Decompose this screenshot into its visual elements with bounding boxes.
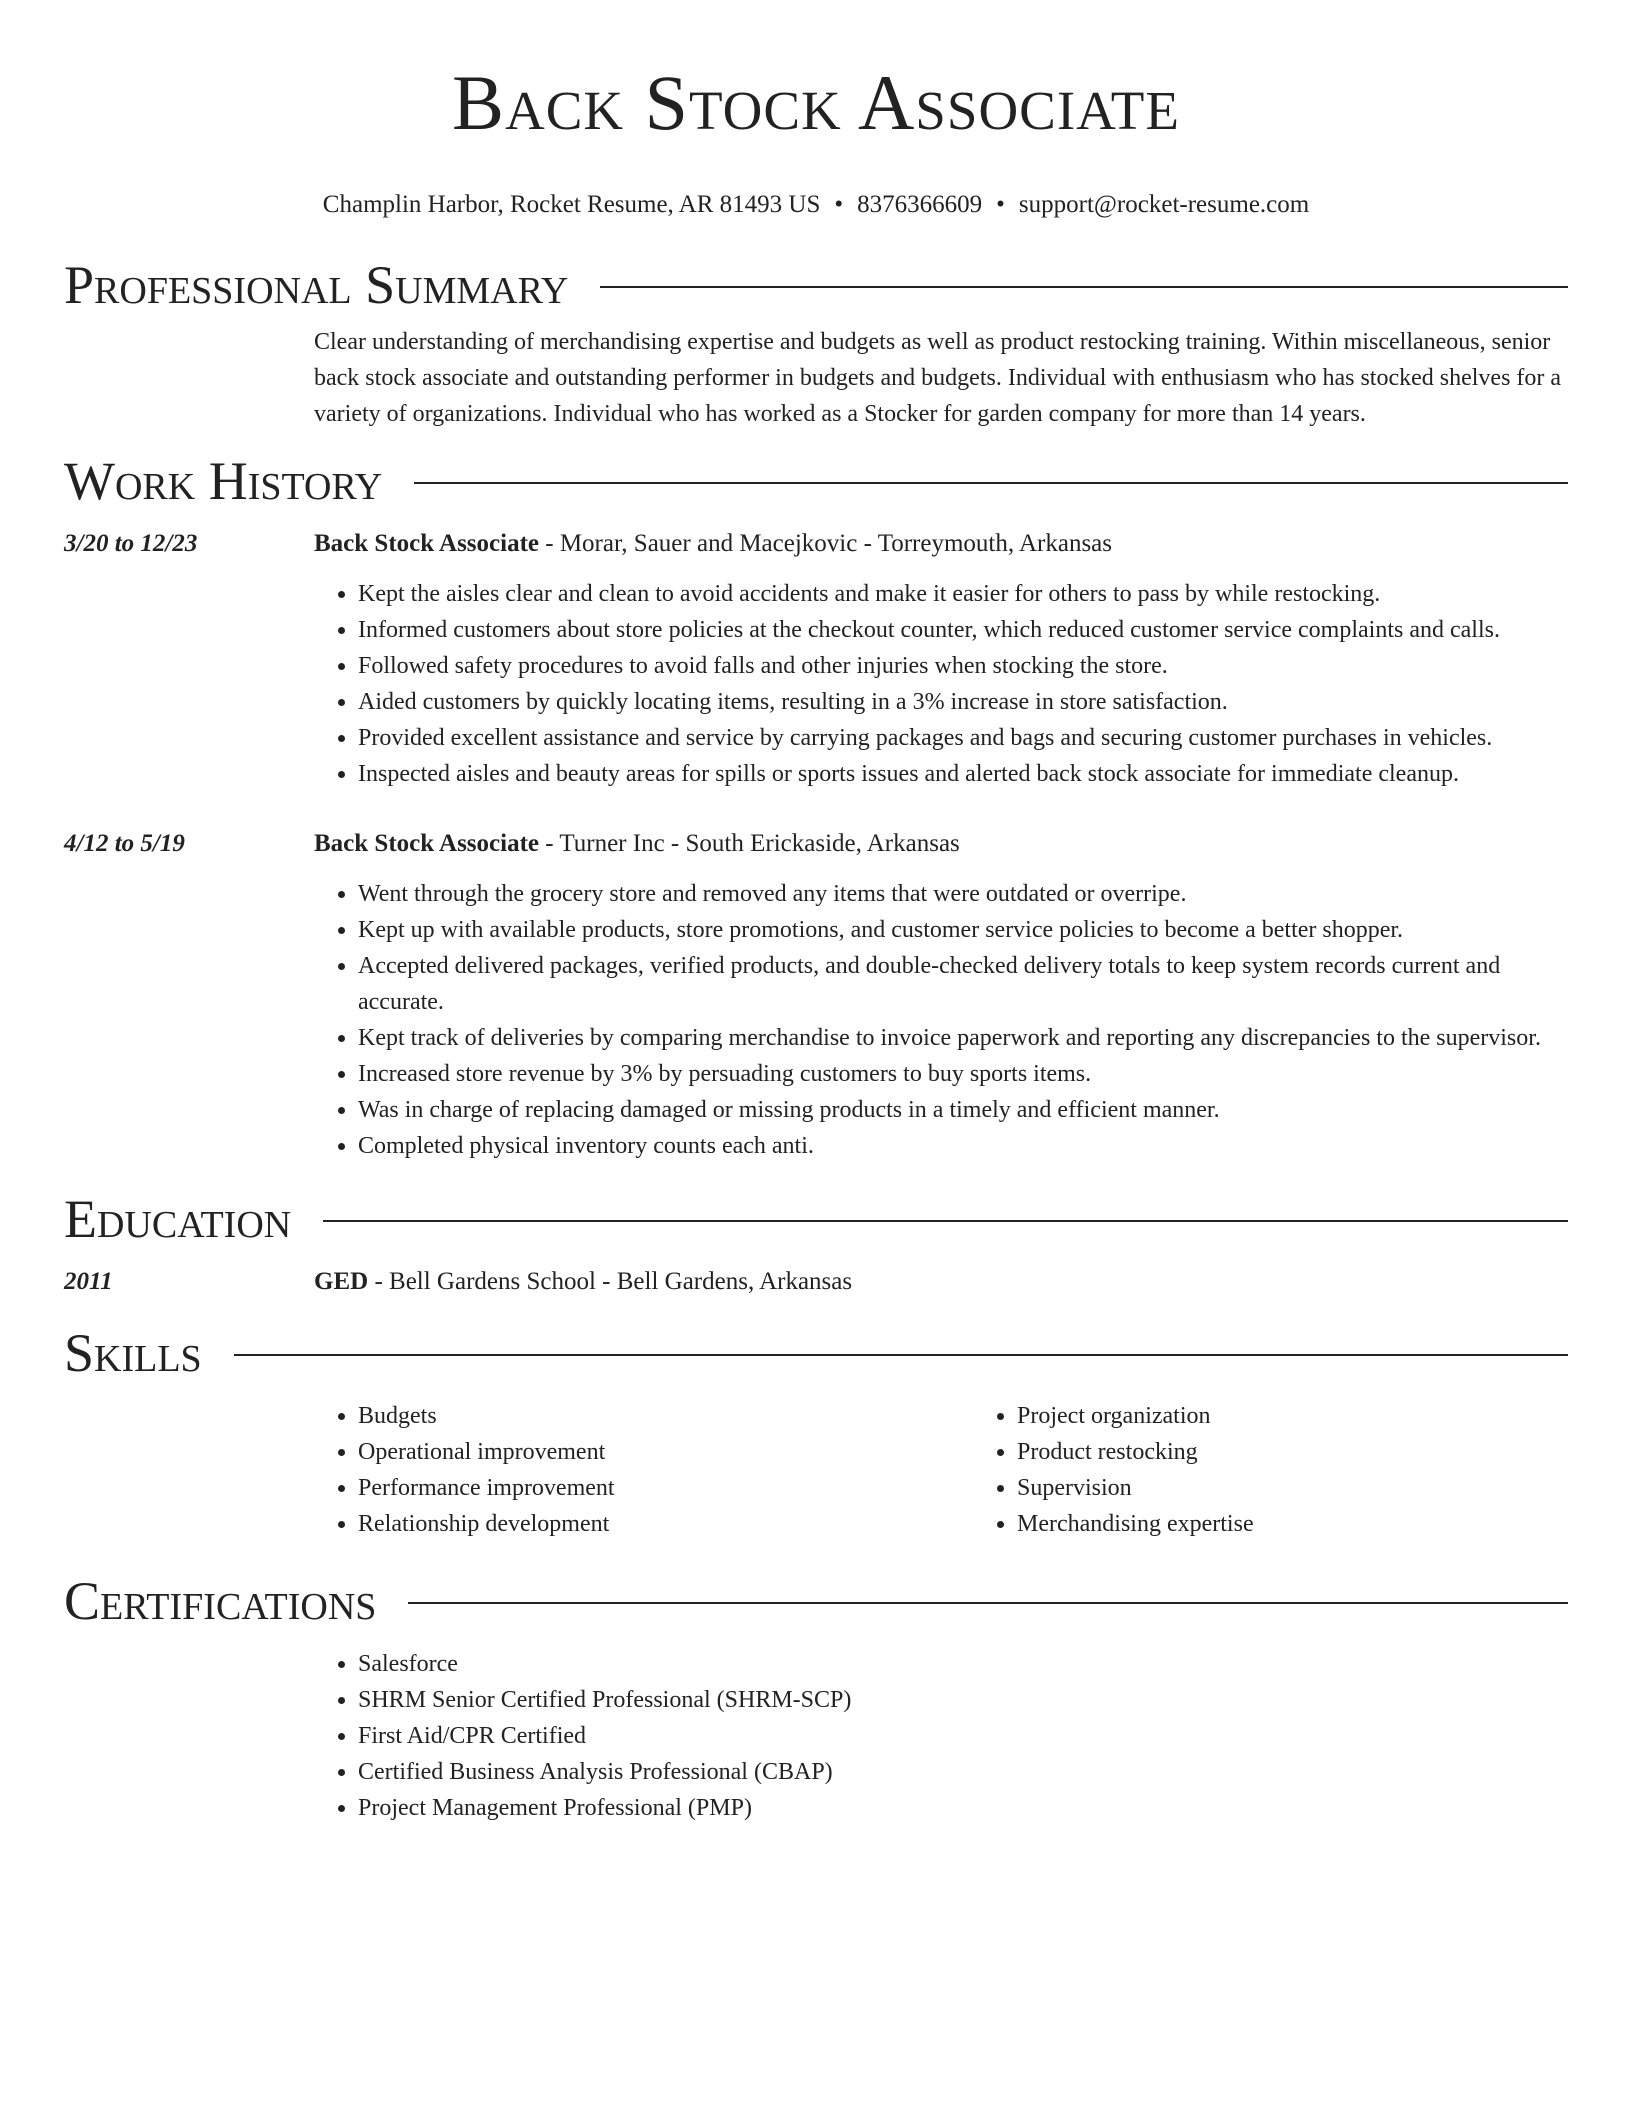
- candidate-name: Back Stock Associate: [452, 59, 1180, 146]
- certification-item: • Certified Business Analysis Professional (CBAP): [358, 1754, 1568, 1790]
- section-divider: [600, 286, 1568, 288]
- summary-row: [64, 324, 1568, 432]
- education-heading: Education: [64, 1189, 292, 1249]
- job-bullet: • Informed customers about store policies at the checkout counter, which reduced customer service complaints and calls.: [358, 612, 1568, 648]
- job-bullet: • Kept up with available products, store promotions, and customer service policies to become a better shopper.: [358, 912, 1568, 948]
- summary-spacer: [64, 324, 314, 432]
- certification-item: • SHRM Senior Certified Professional (SHRM-SCP): [358, 1682, 1568, 1718]
- skill-item: • Merchandising expertise: [1017, 1506, 1632, 1542]
- job-bullet: • Increased store revenue by 3% by persuading customers to buy sports items.: [358, 1056, 1568, 1092]
- summary-heading: Professional Summary: [64, 255, 569, 315]
- job-title-line: [314, 826, 1568, 862]
- job-bullets: [314, 876, 1568, 1164]
- section-divider: [234, 1354, 1568, 1356]
- education-body: [314, 1264, 1568, 1300]
- skill-item: • Project organization: [1017, 1398, 1632, 1434]
- skill-item: • Relationship development: [358, 1506, 973, 1542]
- job-dates: 4/12 to 5/19: [64, 830, 185, 857]
- work-heading: Work History: [64, 451, 383, 511]
- summary-text: Clear understanding of merchandising expertise and budgets as well as product restocking training. Within miscellaneous, senior back stock associate and outstanding performer in budgets and budgets. Individual with enthusiasm who has stocked shelves for a variety of organizations. Individual who has worked as a Stocker for garden company for more than 14 years.: [314, 329, 1562, 427]
- job-bullet: • Kept the aisles clear and clean to avoid accidents and make it easier for others to pass by while restocking.: [358, 576, 1568, 612]
- certifications-row: [64, 1646, 1568, 1826]
- job-entry: [64, 526, 1568, 792]
- education-entry: [64, 1264, 1568, 1300]
- job-title-line: [314, 526, 1568, 562]
- skill-item: • Budgets: [358, 1398, 973, 1434]
- contact-separator: •: [996, 191, 1005, 218]
- contact-phone: 8376366609: [857, 191, 983, 218]
- certification-item: • Salesforce: [358, 1646, 1568, 1682]
- job-bullet: • Provided excellent assistance and service by carrying packages and bags and securing customer purchases in vehicles.: [358, 720, 1568, 756]
- certification-item: • Project Management Professional (PMP): [358, 1790, 1568, 1826]
- education-school: - Bell Gardens School - Bell Gardens, Arkansas: [368, 1268, 853, 1295]
- skill-item: • Performance improvement: [358, 1470, 973, 1506]
- job-bullet: • Aided customers by quickly locating items, resulting in a 3% increase in store satisfaction.: [358, 684, 1568, 720]
- job-bullet: • Completed physical inventory counts each anti.: [358, 1128, 1568, 1164]
- job-bullets: [314, 576, 1568, 792]
- job-bullet: • Went through the grocery store and removed any items that were outdated or overripe.: [358, 876, 1568, 912]
- section-divider: [408, 1602, 1568, 1604]
- section-divider: [414, 482, 1568, 484]
- job-bullet: • Followed safety procedures to avoid falls and other injuries when stocking the store.: [358, 648, 1568, 684]
- job-employer: - Turner Inc - South Erickaside, Arkansas: [539, 830, 960, 857]
- skills-spacer: [64, 1398, 314, 1542]
- summary-section-header: [64, 252, 1568, 318]
- skills-section-header: [64, 1320, 1568, 1386]
- contact-separator: •: [834, 191, 844, 218]
- job-employer: - Morar, Sauer and Macejkovic - Torreymouth, Arkansas: [539, 530, 1113, 557]
- skills-list-left: [314, 1398, 973, 1542]
- contact-email: support@rocket-resume.com: [1018, 191, 1310, 218]
- job-bullet: • Was in charge of replacing damaged or missing products in a timely and efficient manner.: [358, 1092, 1568, 1128]
- certifications-list: [314, 1646, 1568, 1826]
- certifications-spacer: [64, 1646, 314, 1826]
- contact-line: [64, 188, 1568, 222]
- education-degree: GED: [314, 1268, 369, 1295]
- skill-item: • Supervision: [1017, 1470, 1632, 1506]
- skills-columns: [314, 1398, 1632, 1542]
- education-section-header: [64, 1186, 1568, 1252]
- section-divider: [323, 1220, 1568, 1222]
- certification-item: • First Aid/CPR Certified: [358, 1718, 1568, 1754]
- skills-list-right: [973, 1398, 1632, 1542]
- skill-item: • Product restocking: [1017, 1434, 1632, 1470]
- skills-row: [64, 1398, 1568, 1542]
- job-entry: [64, 826, 1568, 1164]
- job-title: Back Stock Associate: [314, 830, 539, 857]
- job-body: [314, 826, 1568, 1164]
- certifications-section-header: [64, 1568, 1568, 1634]
- job-bullet: • Inspected aisles and beauty areas for spills or sports issues and alerted back stock associate for immediate cleanup.: [358, 756, 1568, 792]
- skill-item: • Operational improvement: [358, 1434, 973, 1470]
- job-body: [314, 526, 1568, 792]
- certifications-heading: Certifications: [64, 1571, 377, 1631]
- job-dates: 3/20 to 12/23: [64, 530, 198, 557]
- job-bullet: • Accepted delivered packages, verified products, and double-checked delivery totals to keep system records current and accurate.: [358, 948, 1568, 1020]
- contact-address: Champlin Harbor, Rocket Resume, AR 81493 US: [322, 191, 821, 218]
- job-bullet: • Kept track of deliveries by comparing merchandise to invoice paperwork and reporting any discrepancies to the supervisor.: [358, 1020, 1568, 1056]
- work-section-header: [64, 448, 1568, 514]
- job-title: Back Stock Associate: [314, 530, 539, 557]
- education-year: 2011: [64, 1268, 113, 1295]
- certifications-body: [314, 1646, 1568, 1826]
- skills-heading: Skills: [64, 1323, 202, 1383]
